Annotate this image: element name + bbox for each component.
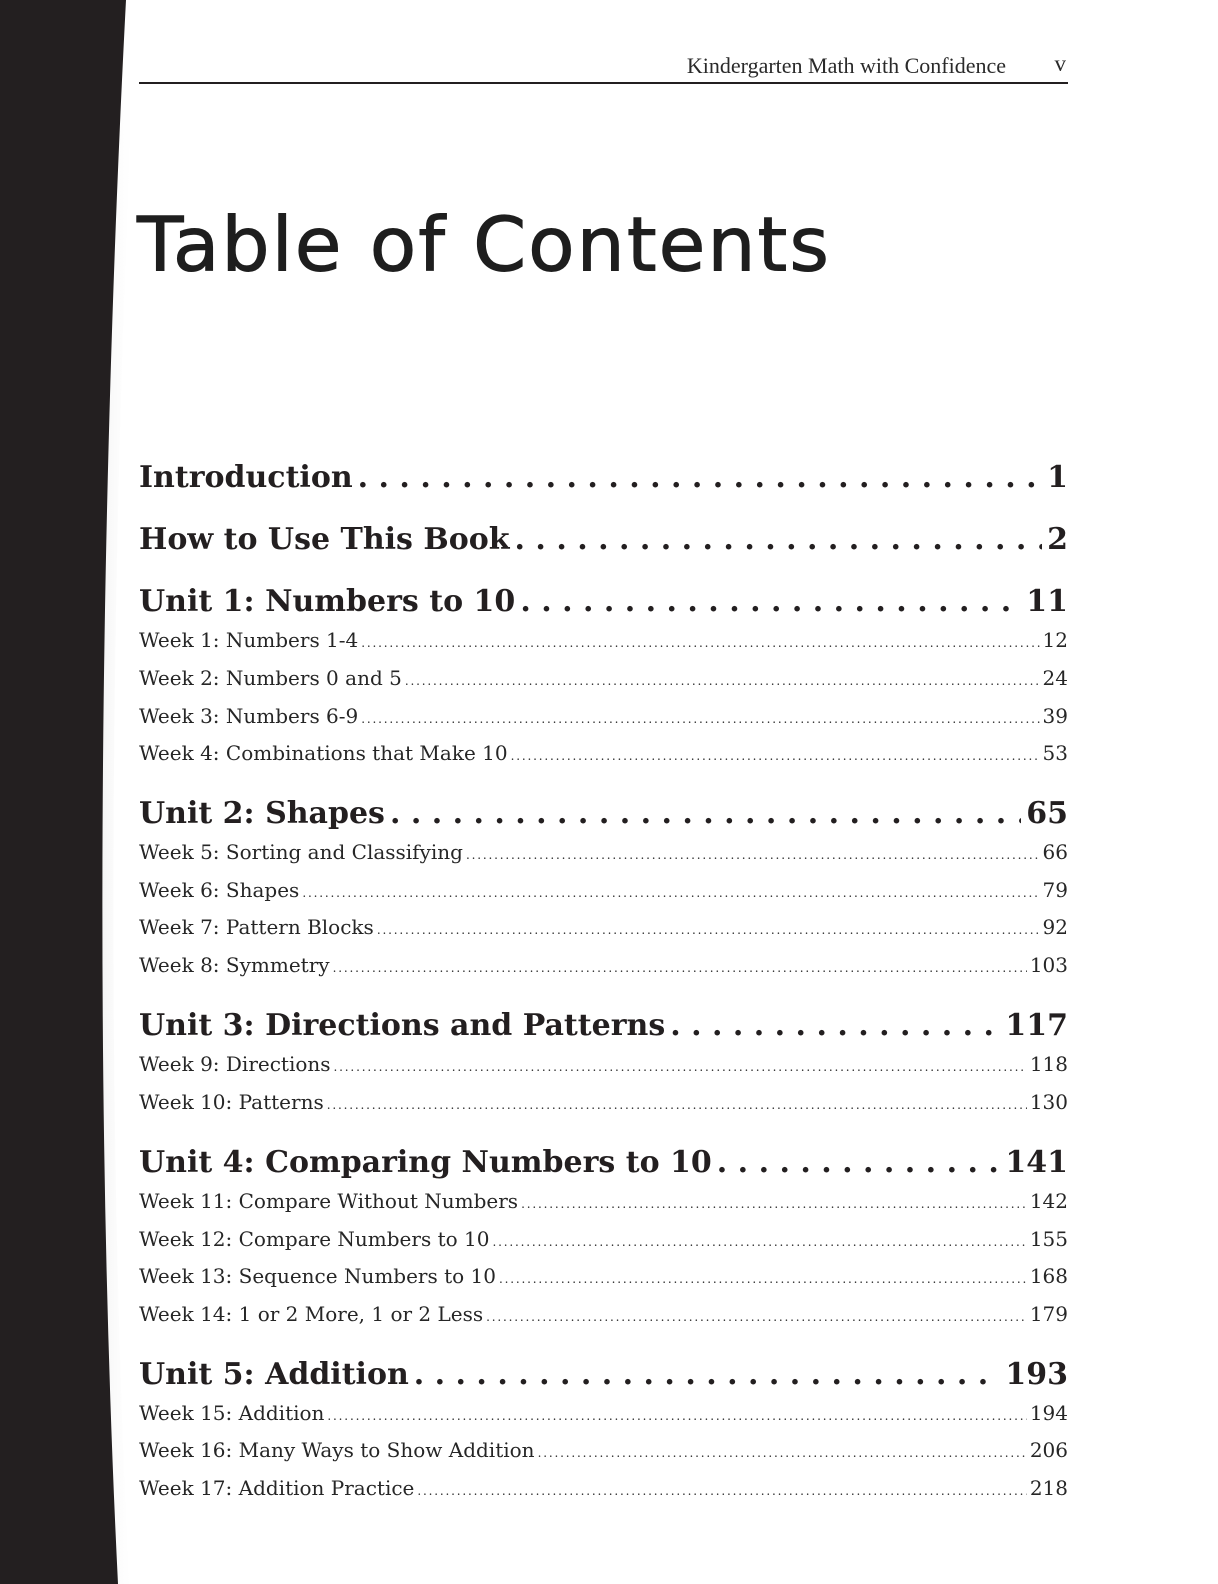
toc-entry-label: Unit 5: Addition <box>139 1357 409 1392</box>
toc-entry-label: Week 12: Compare Numbers to 10 <box>139 1227 490 1251</box>
dot-leader <box>521 1197 1027 1211</box>
dot-leader <box>361 636 1039 650</box>
toc-entry-page: 117 <box>1005 1008 1068 1043</box>
toc-entry-page: 11 <box>1026 584 1068 619</box>
dot-leader <box>334 1060 1027 1074</box>
toc-entry-page: 194 <box>1029 1401 1068 1425</box>
dot-leader <box>492 1235 1026 1249</box>
toc-entry-label: Unit 1: Numbers to 10 <box>139 584 516 619</box>
toc-entry-page: 155 <box>1029 1227 1068 1251</box>
toc-entry-page: 142 <box>1029 1189 1068 1213</box>
dot-leader <box>511 749 1040 763</box>
toc-entry-introduction[interactable] <box>139 460 1068 500</box>
toc-entry-label: Week 14: 1 or 2 More, 1 or 2 Less <box>139 1302 484 1326</box>
dot-leader <box>515 522 1043 557</box>
dot-leader <box>466 848 1040 862</box>
toc-entry-week-4[interactable] <box>139 741 1068 771</box>
toc-entry-week-2[interactable] <box>139 666 1068 696</box>
toc-entry-label: How to Use This Book <box>139 522 510 557</box>
toc-entry-week-8[interactable] <box>139 953 1068 983</box>
toc-entry-label: Week 6: Shapes <box>139 878 300 902</box>
dot-leader <box>302 886 1039 900</box>
toc-entry-week-17[interactable] <box>139 1476 1068 1506</box>
toc-entry-week-5[interactable] <box>139 840 1068 870</box>
running-head <box>139 50 1068 84</box>
dot-leader <box>538 1446 1027 1460</box>
dot-leader <box>520 584 1021 619</box>
toc-entry-week-14[interactable] <box>139 1302 1068 1332</box>
toc-entry-page: 39 <box>1042 704 1068 728</box>
toc-entry-label: Week 10: Patterns <box>139 1090 324 1114</box>
toc-entry-week-13[interactable] <box>139 1264 1068 1294</box>
toc-entry-page: 92 <box>1042 915 1068 939</box>
toc-entry-page: 206 <box>1029 1438 1068 1462</box>
toc-entry-page: 79 <box>1042 878 1068 902</box>
dot-leader <box>361 712 1039 726</box>
toc-entry-week-16[interactable] <box>139 1438 1068 1468</box>
toc-entry-label: Week 8: Symmetry <box>139 953 330 977</box>
toc-entry-unit-2[interactable] <box>139 796 1068 836</box>
toc-entry-page: 103 <box>1029 953 1068 977</box>
toc-entry-week-9[interactable] <box>139 1052 1068 1082</box>
toc-entry-page: 1 <box>1047 460 1068 495</box>
toc-entry-how-to-use[interactable] <box>139 522 1068 562</box>
dot-leader <box>499 1272 1027 1286</box>
toc-entry-label: Week 3: Numbers 6-9 <box>139 704 359 728</box>
toc-entry-page: 53 <box>1042 741 1068 765</box>
toc-entry-page: 24 <box>1042 666 1068 690</box>
toc-entry-label: Week 15: Addition <box>139 1401 325 1425</box>
toc-entry-page: 12 <box>1042 628 1068 652</box>
dot-leader <box>333 961 1027 975</box>
toc-entry-label: Week 13: Sequence Numbers to 10 <box>139 1264 497 1288</box>
toc-entry-unit-5[interactable] <box>139 1357 1068 1397</box>
toc-entry-unit-3[interactable] <box>139 1008 1068 1048</box>
toc-entry-week-7[interactable] <box>139 915 1068 945</box>
dot-leader <box>414 1357 1001 1392</box>
toc-entry-label: Week 11: Compare Without Numbers <box>139 1189 519 1213</box>
dot-leader <box>327 1409 1026 1423</box>
toc-entry-page: 141 <box>1005 1145 1068 1180</box>
toc-entry-page: 66 <box>1042 840 1068 864</box>
toc-entry-week-6[interactable] <box>139 878 1068 908</box>
dot-leader <box>717 1145 1001 1180</box>
toc-entry-page: 193 <box>1005 1357 1068 1392</box>
toc-entry-week-10[interactable] <box>139 1090 1068 1120</box>
toc-entry-label: Unit 3: Directions and Patterns <box>139 1008 666 1043</box>
toc-entry-week-11[interactable] <box>139 1189 1068 1219</box>
toc-entry-label: Week 5: Sorting and Classifying <box>139 840 463 864</box>
book-title: Kindergarten Math with Confidence <box>686 53 1006 78</box>
toc-entry-page: 118 <box>1029 1052 1068 1076</box>
toc-entry-unit-1[interactable] <box>139 584 1068 624</box>
toc-entry-label: Week 1: Numbers 1-4 <box>139 628 359 652</box>
toc-entry-page: 179 <box>1029 1302 1068 1326</box>
toc-entry-week-12[interactable] <box>139 1227 1068 1257</box>
toc-entry-label: Week 2: Numbers 0 and 5 <box>139 666 402 690</box>
toc-entry-label: Week 4: Combinations that Make 10 <box>139 741 508 765</box>
toc-entry-page: 130 <box>1029 1090 1068 1114</box>
dot-leader <box>327 1098 1027 1112</box>
toc-entry-label: Unit 2: Shapes <box>139 796 385 831</box>
toc-entry-page: 168 <box>1029 1264 1068 1288</box>
toc-entry-week-3[interactable] <box>139 704 1068 734</box>
page-title: Table of Contents <box>137 200 831 289</box>
dot-leader <box>417 1484 1026 1498</box>
toc-entry-label: Week 16: Many Ways to Show Addition <box>139 1438 535 1462</box>
toc-entry-page: 2 <box>1047 522 1068 557</box>
toc-entry-page: 218 <box>1029 1476 1068 1500</box>
toc-entry-unit-4[interactable] <box>139 1145 1068 1185</box>
toc-entry-week-15[interactable] <box>139 1401 1068 1431</box>
page-number: v <box>1054 51 1066 76</box>
dot-leader <box>670 1008 1000 1043</box>
toc-entry-page: 65 <box>1026 796 1068 831</box>
dot-leader <box>486 1310 1027 1324</box>
dot-leader <box>390 796 1021 831</box>
dot-leader <box>405 674 1040 688</box>
toc-entry-label: Week 17: Addition Practice <box>139 1476 415 1500</box>
dot-leader <box>358 460 1042 495</box>
dot-leader <box>377 923 1040 937</box>
page-edge-decoration <box>0 0 140 1584</box>
toc-entry-week-1[interactable] <box>139 628 1068 658</box>
toc-entry-label: Week 7: Pattern Blocks <box>139 915 374 939</box>
toc-entry-label: Unit 4: Comparing Numbers to 10 <box>139 1145 712 1180</box>
toc-entry-label: Week 9: Directions <box>139 1052 331 1076</box>
toc-entry-label: Introduction <box>139 460 353 495</box>
